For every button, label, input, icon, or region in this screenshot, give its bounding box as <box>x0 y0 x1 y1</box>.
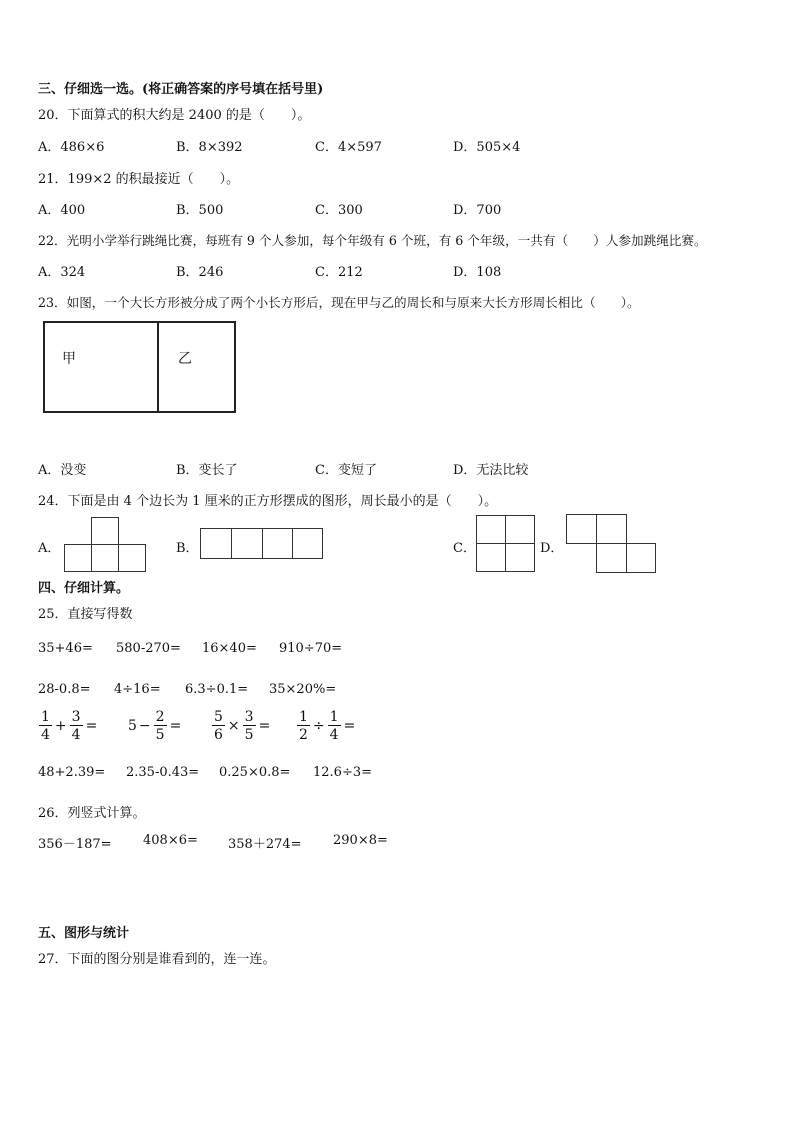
fraction-numerator: 5 <box>214 709 223 725</box>
q25-r1-c4: 910÷70= <box>279 641 343 656</box>
q22-option-c: C．212 <box>315 265 363 280</box>
fraction-denominator: 6 <box>214 727 223 743</box>
q26-item-1: 356－187= <box>38 837 112 852</box>
fraction-denominator: 4 <box>41 727 50 743</box>
equals-sign: = <box>169 718 182 734</box>
q23-divider <box>157 321 159 413</box>
q21-option-a: A．400 <box>38 203 86 218</box>
fraction-numerator: 1 <box>41 709 50 725</box>
fraction-denominator: 5 <box>155 727 165 743</box>
q26-item-4: 290×8= <box>333 833 388 848</box>
section-4-title: 四、仔细计算。 <box>38 581 130 596</box>
q25-r1-c3: 16×40= <box>202 641 257 656</box>
q21-option-b: B．500 <box>176 203 224 218</box>
q23-option-a: A．没变 <box>38 463 87 478</box>
q26-stem: 26．列竖式计算。 <box>38 806 146 821</box>
operator: × <box>227 718 240 734</box>
whole-number: 5 <box>128 718 137 734</box>
q26-item-2: 408×6= <box>143 833 198 848</box>
fraction-denominator: 2 <box>299 727 308 743</box>
q20-option-a: A．486×6 <box>38 140 105 155</box>
q22-option-d: D．108 <box>453 265 502 280</box>
q25-r2-c3: 6.3÷0.1= <box>185 682 249 697</box>
q25-stem: 25．直接写得数 <box>38 607 133 622</box>
q25-r1-c1: 35+46= <box>38 641 93 656</box>
q23-option-b: B．变长了 <box>176 463 238 478</box>
q23-option-c: C．变短了 <box>315 463 377 478</box>
q20-option-b: B．8×392 <box>176 140 243 155</box>
q25-r2-c2: 4÷16= <box>114 682 161 697</box>
section-3-title: 三、仔细选一选。(将正确答案的序号填在括号里) <box>38 82 324 97</box>
q25-r4-c2: 2.35-0.43= <box>126 765 200 780</box>
q25-r3-c3 <box>211 710 272 742</box>
q24-shape-a <box>62 516 148 574</box>
q24-option-b: B． <box>176 541 199 556</box>
fraction-numerator: 1 <box>329 709 339 725</box>
fraction-numerator: 3 <box>71 709 81 725</box>
q27-stem: 27．下面的图分别是谁看到的，连一连。 <box>38 952 276 967</box>
q24-shape-d <box>565 513 658 575</box>
section-5-title: 五、图形与统计 <box>38 926 130 941</box>
q25-r3-c1 <box>38 710 99 742</box>
q24-stem: 24．下面是由 4 个边长为 1 厘米的正方形摆成的图形，周长最小的是（ ）。 <box>38 494 498 509</box>
fraction-numerator: 1 <box>299 709 308 725</box>
q25-r4-c4: 12.6÷3= <box>313 765 373 780</box>
fraction-numerator: 2 <box>155 709 165 725</box>
q23-label-jia: 甲 <box>62 351 76 367</box>
equals-sign: = <box>85 718 98 734</box>
q22-option-b: B．246 <box>176 265 224 280</box>
q25-r1-c2: 580-270= <box>116 641 181 656</box>
fraction-denominator: 4 <box>71 727 81 743</box>
q21-option-c: C．300 <box>315 203 363 218</box>
q20-option-c: C．4×597 <box>315 140 382 155</box>
q23-option-d: D．无法比较 <box>453 463 529 478</box>
q24-option-d: D． <box>540 541 564 556</box>
q24-shape-c <box>475 514 537 574</box>
equals-sign: = <box>258 718 271 734</box>
operator: + <box>54 718 67 734</box>
q22-stem: 22．光明小学举行跳绳比赛，每班有 9 个人参加，每个年级有 6 个班，有 6 个年级，一共有（ ）人参加跳绳比赛。 <box>38 233 707 248</box>
q22-option-a: A．324 <box>38 265 86 280</box>
fraction-denominator: 4 <box>329 727 339 743</box>
operator: − <box>138 718 151 734</box>
q25-r4-c1: 48+2.39= <box>38 765 106 780</box>
q25-r3-c2 <box>128 710 183 742</box>
q23-stem: 23．如图，一个大长方形被分成了两个小长方形后，现在甲与乙的周长和与原来大长方形周长相比（ ）。 <box>38 295 640 310</box>
q25-r4-c3: 0.25×0.8= <box>219 765 291 780</box>
q23-label-yi: 乙 <box>178 351 192 367</box>
q25-r2-c1: 28-0.8= <box>38 682 91 697</box>
q24-option-c: C． <box>453 541 476 556</box>
q20-stem: 20．下面算式的积大约是 2400 的是（ ）。 <box>38 108 311 123</box>
fraction-denominator: 5 <box>244 727 254 743</box>
equals-sign: = <box>343 718 356 734</box>
fraction-numerator: 3 <box>244 709 254 725</box>
operator: ÷ <box>312 718 325 734</box>
q26-item-3: 358＋274= <box>228 837 302 852</box>
q25-r3-c4 <box>296 710 357 742</box>
q20-option-d: D．505×4 <box>453 140 521 155</box>
q24-shape-b <box>199 527 326 560</box>
q24-option-a: A． <box>38 541 61 556</box>
q25-r2-c4: 35×20%= <box>269 682 337 697</box>
q21-option-d: D．700 <box>453 203 502 218</box>
q21-stem: 21．199×2 的积最接近（ ）。 <box>38 172 240 187</box>
